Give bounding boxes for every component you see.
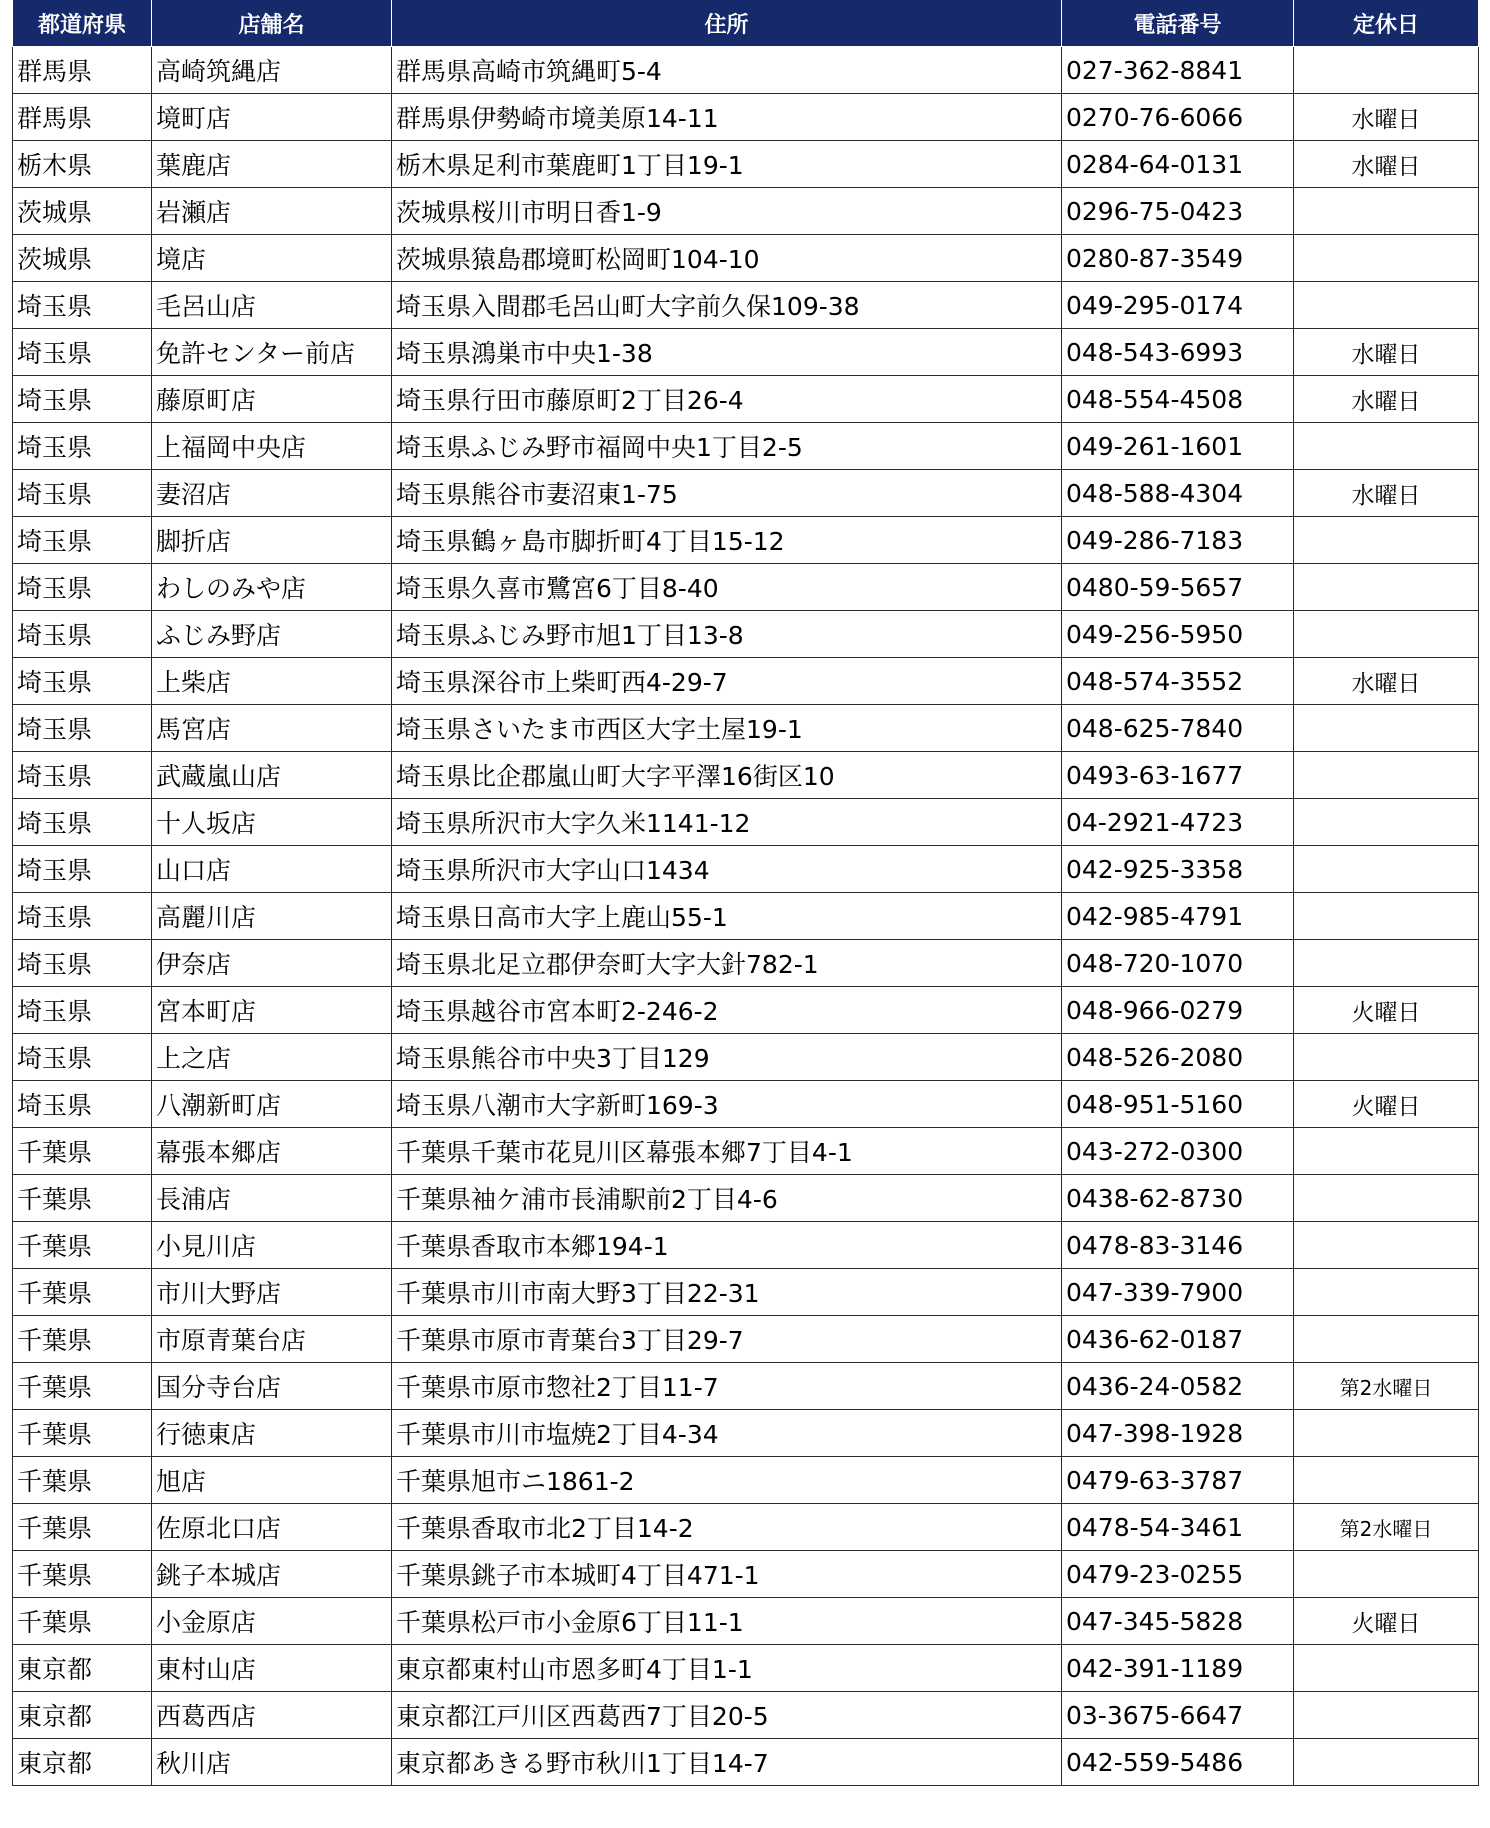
cell-store-name: 十人坂店 bbox=[152, 799, 392, 846]
cell-closed-day bbox=[1294, 1692, 1479, 1739]
cell-phone: 0438-62-8730 bbox=[1062, 1175, 1294, 1222]
cell-address: 茨城県猿島郡境町松岡町104-10 bbox=[392, 235, 1062, 282]
cell-closed-day bbox=[1294, 282, 1479, 329]
table-row bbox=[13, 1692, 1479, 1739]
cell-closed-day bbox=[1294, 846, 1479, 893]
cell-prefecture: 埼玉県 bbox=[13, 893, 152, 940]
cell-prefecture: 千葉県 bbox=[13, 1457, 152, 1504]
cell-store-name: 脚折店 bbox=[152, 517, 392, 564]
cell-phone: 0493-63-1677 bbox=[1062, 752, 1294, 799]
table-row bbox=[13, 705, 1479, 752]
cell-prefecture: 埼玉県 bbox=[13, 329, 152, 376]
table-row bbox=[13, 752, 1479, 799]
cell-store-name: 国分寺台店 bbox=[152, 1363, 392, 1410]
header-store-name: 店舗名 bbox=[152, 0, 392, 47]
cell-prefecture: 埼玉県 bbox=[13, 705, 152, 752]
cell-phone: 0479-23-0255 bbox=[1062, 1551, 1294, 1598]
cell-phone: 0478-54-3461 bbox=[1062, 1504, 1294, 1551]
cell-store-name: 高麗川店 bbox=[152, 893, 392, 940]
cell-prefecture: 千葉県 bbox=[13, 1551, 152, 1598]
cell-phone: 0284-64-0131 bbox=[1062, 141, 1294, 188]
cell-phone: 049-256-5950 bbox=[1062, 611, 1294, 658]
table-row bbox=[13, 376, 1479, 423]
table-row bbox=[13, 1222, 1479, 1269]
table-row bbox=[13, 658, 1479, 705]
cell-prefecture: 埼玉県 bbox=[13, 517, 152, 564]
cell-store-name: 武蔵嵐山店 bbox=[152, 752, 392, 799]
cell-address: 埼玉県鴻巣市中央1-38 bbox=[392, 329, 1062, 376]
cell-address: 群馬県高崎市筑縄町5-4 bbox=[392, 47, 1062, 94]
cell-closed-day bbox=[1294, 893, 1479, 940]
cell-phone: 0478-83-3146 bbox=[1062, 1222, 1294, 1269]
cell-store-name: 銚子本城店 bbox=[152, 1551, 392, 1598]
cell-phone: 048-720-1070 bbox=[1062, 940, 1294, 987]
cell-phone: 048-554-4508 bbox=[1062, 376, 1294, 423]
cell-address: 千葉県千葉市花見川区幕張本郷7丁目4-1 bbox=[392, 1128, 1062, 1175]
cell-closed-day bbox=[1294, 1128, 1479, 1175]
cell-address: 埼玉県久喜市鷺宮6丁目8-40 bbox=[392, 564, 1062, 611]
cell-prefecture: 埼玉県 bbox=[13, 376, 152, 423]
cell-store-name: 市原青葉台店 bbox=[152, 1316, 392, 1363]
cell-closed-day: 水曜日 bbox=[1294, 376, 1479, 423]
cell-phone: 047-339-7900 bbox=[1062, 1269, 1294, 1316]
cell-phone: 0436-62-0187 bbox=[1062, 1316, 1294, 1363]
table-row bbox=[13, 987, 1479, 1034]
cell-address: 千葉県袖ケ浦市長浦駅前2丁目4-6 bbox=[392, 1175, 1062, 1222]
cell-store-name: 長浦店 bbox=[152, 1175, 392, 1222]
cell-address: 埼玉県鶴ヶ島市脚折町4丁目15-12 bbox=[392, 517, 1062, 564]
cell-closed-day: 第2水曜日 bbox=[1294, 1363, 1479, 1410]
table-row bbox=[13, 1739, 1479, 1786]
cell-phone: 0296-75-0423 bbox=[1062, 188, 1294, 235]
cell-address: 千葉県旭市ニ1861-2 bbox=[392, 1457, 1062, 1504]
header-phone: 電話番号 bbox=[1062, 0, 1294, 47]
cell-store-name: 東村山店 bbox=[152, 1645, 392, 1692]
cell-address: 千葉県松戸市小金原6丁目11-1 bbox=[392, 1598, 1062, 1645]
cell-prefecture: 東京都 bbox=[13, 1692, 152, 1739]
cell-prefecture: 千葉県 bbox=[13, 1128, 152, 1175]
cell-address: 茨城県桜川市明日香1-9 bbox=[392, 188, 1062, 235]
cell-address: 千葉県香取市北2丁目14-2 bbox=[392, 1504, 1062, 1551]
cell-closed-day: 火曜日 bbox=[1294, 1081, 1479, 1128]
cell-phone: 048-625-7840 bbox=[1062, 705, 1294, 752]
cell-store-name: 行徳東店 bbox=[152, 1410, 392, 1457]
cell-prefecture: 埼玉県 bbox=[13, 1034, 152, 1081]
table-row bbox=[13, 1316, 1479, 1363]
cell-prefecture: 埼玉県 bbox=[13, 846, 152, 893]
cell-prefecture: 千葉県 bbox=[13, 1316, 152, 1363]
cell-closed-day bbox=[1294, 1410, 1479, 1457]
table-row bbox=[13, 940, 1479, 987]
cell-phone: 049-286-7183 bbox=[1062, 517, 1294, 564]
cell-closed-day bbox=[1294, 1222, 1479, 1269]
cell-closed-day bbox=[1294, 1034, 1479, 1081]
cell-prefecture: 埼玉県 bbox=[13, 987, 152, 1034]
cell-closed-day bbox=[1294, 752, 1479, 799]
cell-address: 埼玉県所沢市大字山口1434 bbox=[392, 846, 1062, 893]
table-row bbox=[13, 1598, 1479, 1645]
cell-store-name: 藤原町店 bbox=[152, 376, 392, 423]
cell-store-name: 岩瀬店 bbox=[152, 188, 392, 235]
cell-phone: 0436-24-0582 bbox=[1062, 1363, 1294, 1410]
table-row bbox=[13, 1645, 1479, 1692]
table-row bbox=[13, 1081, 1479, 1128]
cell-address: 埼玉県北足立郡伊奈町大字大針782-1 bbox=[392, 940, 1062, 987]
cell-phone: 0280-87-3549 bbox=[1062, 235, 1294, 282]
header-address: 住所 bbox=[392, 0, 1062, 47]
cell-phone: 049-261-1601 bbox=[1062, 423, 1294, 470]
cell-closed-day: 水曜日 bbox=[1294, 141, 1479, 188]
cell-phone: 048-574-3552 bbox=[1062, 658, 1294, 705]
cell-address: 埼玉県熊谷市妻沼東1-75 bbox=[392, 470, 1062, 517]
cell-store-name: 幕張本郷店 bbox=[152, 1128, 392, 1175]
cell-closed-day: 水曜日 bbox=[1294, 658, 1479, 705]
header-prefecture: 都道府県 bbox=[13, 0, 152, 47]
cell-address: 栃木県足利市葉鹿町1丁目19-1 bbox=[392, 141, 1062, 188]
cell-address: 埼玉県深谷市上柴町西4-29-7 bbox=[392, 658, 1062, 705]
cell-phone: 03-3675-6647 bbox=[1062, 1692, 1294, 1739]
cell-address: 千葉県香取市本郷194-1 bbox=[392, 1222, 1062, 1269]
cell-phone: 047-398-1928 bbox=[1062, 1410, 1294, 1457]
cell-address: 東京都東村山市恩多町4丁目1-1 bbox=[392, 1645, 1062, 1692]
cell-closed-day bbox=[1294, 564, 1479, 611]
table-row bbox=[13, 1034, 1479, 1081]
cell-store-name: 上柴店 bbox=[152, 658, 392, 705]
cell-store-name: 毛呂山店 bbox=[152, 282, 392, 329]
cell-phone: 049-295-0174 bbox=[1062, 282, 1294, 329]
cell-address: 千葉県市川市南大野3丁目22-31 bbox=[392, 1269, 1062, 1316]
cell-store-name: 西葛西店 bbox=[152, 1692, 392, 1739]
cell-closed-day: 水曜日 bbox=[1294, 329, 1479, 376]
cell-store-name: 妻沼店 bbox=[152, 470, 392, 517]
cell-store-name: わしのみや店 bbox=[152, 564, 392, 611]
table-row bbox=[13, 799, 1479, 846]
cell-address: 東京都あきる野市秋川1丁目14-7 bbox=[392, 1739, 1062, 1786]
cell-store-name: 小見川店 bbox=[152, 1222, 392, 1269]
cell-address: 埼玉県さいたま市西区大字土屋19-1 bbox=[392, 705, 1062, 752]
cell-store-name: ふじみ野店 bbox=[152, 611, 392, 658]
cell-prefecture: 千葉県 bbox=[13, 1363, 152, 1410]
table-row bbox=[13, 47, 1479, 94]
cell-phone: 048-543-6993 bbox=[1062, 329, 1294, 376]
cell-phone: 042-985-4791 bbox=[1062, 893, 1294, 940]
cell-closed-day: 水曜日 bbox=[1294, 470, 1479, 517]
table-row bbox=[13, 1504, 1479, 1551]
cell-phone: 04-2921-4723 bbox=[1062, 799, 1294, 846]
cell-store-name: 旭店 bbox=[152, 1457, 392, 1504]
table-row bbox=[13, 846, 1479, 893]
cell-phone: 048-966-0279 bbox=[1062, 987, 1294, 1034]
cell-prefecture: 埼玉県 bbox=[13, 423, 152, 470]
table-row bbox=[13, 1269, 1479, 1316]
cell-address: 埼玉県所沢市大字久米1141-12 bbox=[392, 799, 1062, 846]
cell-closed-day bbox=[1294, 1739, 1479, 1786]
cell-closed-day: 第2水曜日 bbox=[1294, 1504, 1479, 1551]
cell-prefecture: 栃木県 bbox=[13, 141, 152, 188]
cell-address: 埼玉県日高市大字上鹿山55-1 bbox=[392, 893, 1062, 940]
cell-prefecture: 埼玉県 bbox=[13, 752, 152, 799]
table-row bbox=[13, 517, 1479, 564]
cell-phone: 042-391-1189 bbox=[1062, 1645, 1294, 1692]
cell-address: 千葉県銚子市本城町4丁目471-1 bbox=[392, 1551, 1062, 1598]
table-row bbox=[13, 329, 1479, 376]
cell-phone: 0270-76-6066 bbox=[1062, 94, 1294, 141]
cell-store-name: 秋川店 bbox=[152, 1739, 392, 1786]
cell-prefecture: 埼玉県 bbox=[13, 1081, 152, 1128]
table-body bbox=[13, 47, 1479, 1786]
cell-address: 千葉県市原市惣社2丁目11-7 bbox=[392, 1363, 1062, 1410]
cell-closed-day bbox=[1294, 1175, 1479, 1222]
cell-address: 群馬県伊勢崎市境美原14-11 bbox=[392, 94, 1062, 141]
cell-closed-day: 水曜日 bbox=[1294, 94, 1479, 141]
store-list bbox=[12, 0, 1479, 1786]
cell-closed-day bbox=[1294, 423, 1479, 470]
store-table bbox=[12, 0, 1479, 1786]
cell-address: 千葉県市川市塩焼2丁目4-34 bbox=[392, 1410, 1062, 1457]
cell-address: 埼玉県入間郡毛呂山町大字前久保109-38 bbox=[392, 282, 1062, 329]
cell-phone: 048-951-5160 bbox=[1062, 1081, 1294, 1128]
table-row bbox=[13, 141, 1479, 188]
cell-closed-day bbox=[1294, 235, 1479, 282]
cell-closed-day bbox=[1294, 1269, 1479, 1316]
cell-phone: 0480-59-5657 bbox=[1062, 564, 1294, 611]
table-row bbox=[13, 235, 1479, 282]
cell-address: 埼玉県熊谷市中央3丁目129 bbox=[392, 1034, 1062, 1081]
cell-address: 埼玉県比企郡嵐山町大字平澤16街区10 bbox=[392, 752, 1062, 799]
cell-store-name: 境店 bbox=[152, 235, 392, 282]
cell-closed-day bbox=[1294, 47, 1479, 94]
cell-closed-day: 火曜日 bbox=[1294, 1598, 1479, 1645]
cell-prefecture: 埼玉県 bbox=[13, 282, 152, 329]
cell-address: 埼玉県ふじみ野市福岡中央1丁目2-5 bbox=[392, 423, 1062, 470]
table-row bbox=[13, 423, 1479, 470]
table-row bbox=[13, 1410, 1479, 1457]
cell-address: 埼玉県越谷市宮本町2-246-2 bbox=[392, 987, 1062, 1034]
cell-store-name: 山口店 bbox=[152, 846, 392, 893]
cell-prefecture: 茨城県 bbox=[13, 188, 152, 235]
table-row bbox=[13, 188, 1479, 235]
cell-closed-day bbox=[1294, 1457, 1479, 1504]
table-header bbox=[13, 0, 1479, 47]
cell-closed-day bbox=[1294, 799, 1479, 846]
cell-prefecture: 埼玉県 bbox=[13, 658, 152, 705]
cell-closed-day bbox=[1294, 611, 1479, 658]
cell-prefecture: 千葉県 bbox=[13, 1222, 152, 1269]
table-row bbox=[13, 893, 1479, 940]
cell-closed-day bbox=[1294, 188, 1479, 235]
cell-store-name: 伊奈店 bbox=[152, 940, 392, 987]
cell-store-name: 八潮新町店 bbox=[152, 1081, 392, 1128]
cell-prefecture: 群馬県 bbox=[13, 94, 152, 141]
cell-phone: 043-272-0300 bbox=[1062, 1128, 1294, 1175]
cell-closed-day bbox=[1294, 517, 1479, 564]
cell-store-name: 佐原北口店 bbox=[152, 1504, 392, 1551]
cell-phone: 0479-63-3787 bbox=[1062, 1457, 1294, 1504]
cell-prefecture: 埼玉県 bbox=[13, 470, 152, 517]
cell-closed-day bbox=[1294, 940, 1479, 987]
cell-store-name: 小金原店 bbox=[152, 1598, 392, 1645]
cell-prefecture: 埼玉県 bbox=[13, 799, 152, 846]
cell-phone: 047-345-5828 bbox=[1062, 1598, 1294, 1645]
table-row bbox=[13, 1457, 1479, 1504]
cell-closed-day: 火曜日 bbox=[1294, 987, 1479, 1034]
cell-closed-day bbox=[1294, 1316, 1479, 1363]
cell-store-name: 葉鹿店 bbox=[152, 141, 392, 188]
cell-store-name: 宮本町店 bbox=[152, 987, 392, 1034]
cell-store-name: 上之店 bbox=[152, 1034, 392, 1081]
table-row bbox=[13, 1175, 1479, 1222]
table-row bbox=[13, 611, 1479, 658]
cell-address: 千葉県市原市青葉台3丁目29-7 bbox=[392, 1316, 1062, 1363]
table-row bbox=[13, 94, 1479, 141]
cell-address: 埼玉県八潮市大字新町169-3 bbox=[392, 1081, 1062, 1128]
cell-prefecture: 埼玉県 bbox=[13, 940, 152, 987]
cell-address: 埼玉県ふじみ野市旭1丁目13-8 bbox=[392, 611, 1062, 658]
cell-phone: 048-526-2080 bbox=[1062, 1034, 1294, 1081]
cell-prefecture: 千葉県 bbox=[13, 1269, 152, 1316]
cell-address: 埼玉県行田市藤原町2丁目26-4 bbox=[392, 376, 1062, 423]
cell-closed-day bbox=[1294, 1551, 1479, 1598]
cell-closed-day bbox=[1294, 705, 1479, 752]
cell-store-name: 免許センター前店 bbox=[152, 329, 392, 376]
table-row bbox=[13, 1551, 1479, 1598]
cell-prefecture: 群馬県 bbox=[13, 47, 152, 94]
cell-prefecture: 東京都 bbox=[13, 1645, 152, 1692]
cell-prefecture: 茨城県 bbox=[13, 235, 152, 282]
cell-store-name: 高崎筑縄店 bbox=[152, 47, 392, 94]
table-row bbox=[13, 1128, 1479, 1175]
cell-prefecture: 埼玉県 bbox=[13, 564, 152, 611]
table-row bbox=[13, 282, 1479, 329]
cell-closed-day bbox=[1294, 1645, 1479, 1692]
cell-store-name: 市川大野店 bbox=[152, 1269, 392, 1316]
table-row bbox=[13, 1363, 1479, 1410]
cell-phone: 042-559-5486 bbox=[1062, 1739, 1294, 1786]
cell-phone: 042-925-3358 bbox=[1062, 846, 1294, 893]
cell-store-name: 馬宮店 bbox=[152, 705, 392, 752]
cell-prefecture: 千葉県 bbox=[13, 1175, 152, 1222]
table-row bbox=[13, 564, 1479, 611]
cell-prefecture: 千葉県 bbox=[13, 1598, 152, 1645]
cell-prefecture: 千葉県 bbox=[13, 1410, 152, 1457]
cell-phone: 027-362-8841 bbox=[1062, 47, 1294, 94]
cell-phone: 048-588-4304 bbox=[1062, 470, 1294, 517]
cell-prefecture: 千葉県 bbox=[13, 1504, 152, 1551]
table-row bbox=[13, 470, 1479, 517]
cell-prefecture: 埼玉県 bbox=[13, 611, 152, 658]
cell-store-name: 上福岡中央店 bbox=[152, 423, 392, 470]
cell-store-name: 境町店 bbox=[152, 94, 392, 141]
header-row bbox=[13, 0, 1479, 47]
header-closed-day: 定休日 bbox=[1294, 0, 1479, 47]
cell-address: 東京都江戸川区西葛西7丁目20-5 bbox=[392, 1692, 1062, 1739]
cell-prefecture: 東京都 bbox=[13, 1739, 152, 1786]
